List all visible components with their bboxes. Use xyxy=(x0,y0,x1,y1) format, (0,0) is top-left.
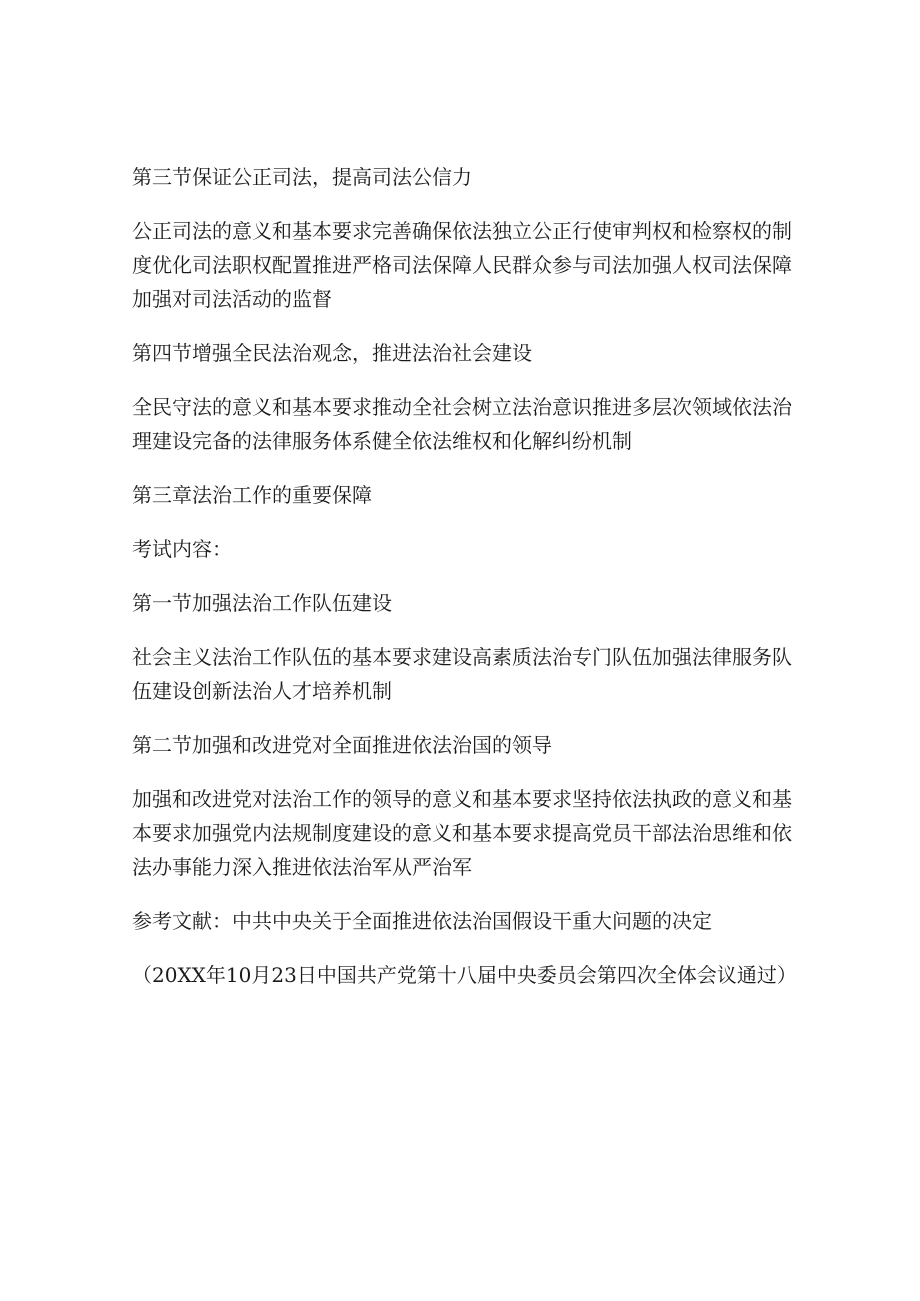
section-heading: 第四节增强全民法治观念，推进法治社会建设 xyxy=(132,341,532,365)
section-heading: 第一节加强法治工作队伍建设 xyxy=(132,591,392,615)
body-paragraph: 公正司法的意义和基本要求完善确保依法独立公正行使审判权和检察权的制度优化司法职权配置推进严格司法保障人民群众参与司法加强人权司法保障加强对司法活动的监督 xyxy=(132,219,792,311)
section-heading: 第三节保证公正司法，提高司法公信力 xyxy=(132,165,472,189)
section-heading: 第二节加强和改进党对全面推进依法治国的领导 xyxy=(132,733,552,757)
reference-line: 参考文献：中共中央关于全面推进依法治国假设干重大问题的决定 xyxy=(132,909,712,933)
body-paragraph: 加强和改进党对法治工作的领导的意义和基本要求坚持依法执政的意义和基本要求加强党内法规制度建设的意义和基本要求提高党员干部法治思维和依法办事能力深入推进依法治军从严治军 xyxy=(132,787,792,879)
exam-content-label: 考试内容： xyxy=(132,537,232,561)
body-paragraph: 社会主义法治工作队伍的基本要求建设高素质法治专门队伍加强法律服务队伍建设创新法治人才培养机制 xyxy=(132,645,792,703)
reference-date-note: （20XX年10月23日中国共产党第十八届中央委员会第四次全体会议通过） xyxy=(132,963,797,987)
chapter-heading: 第三章法治工作的重要保障 xyxy=(132,483,372,507)
body-paragraph: 全民守法的意义和基本要求推动全社会树立法治意识推进多层次领域依法治理建设完备的法律服务体系健全依法维权和化解纠纷机制 xyxy=(132,395,792,453)
document-body xyxy=(132,160,797,1012)
